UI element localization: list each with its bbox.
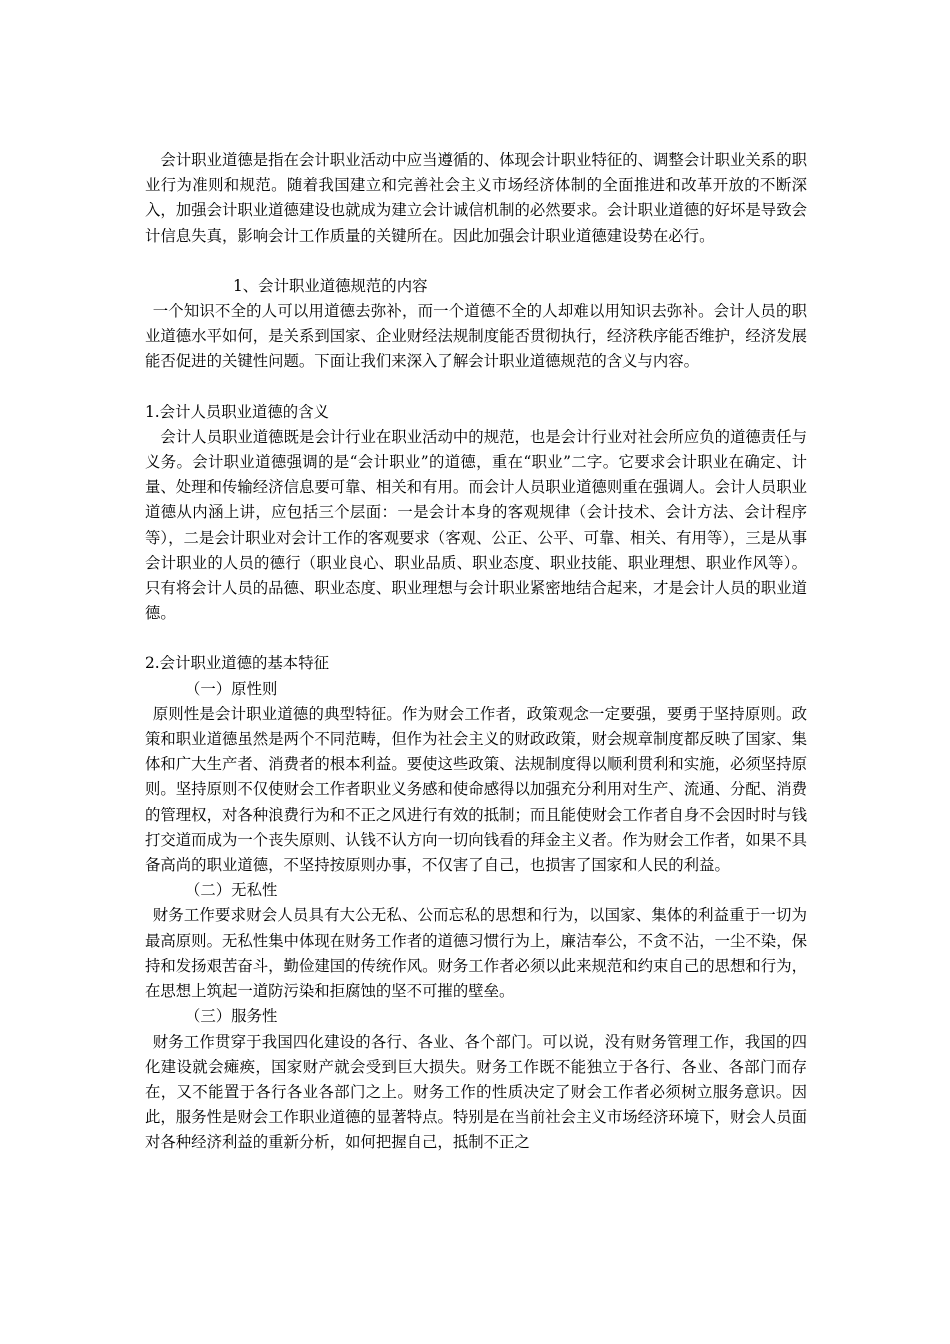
spacer <box>145 375 807 400</box>
section2-heading: 1.会计人员职业道德的含义 <box>145 402 329 421</box>
subsection2-paragraph: 财务工作要求财会人员具有大公无私、公而忘私的思想和行为，以国家、集体的利益重于一切为最高原则。无私性集中体现在财务工作者的道德习惯行为上，廉洁奉公，不贪不沾，一尘不染，保持和发扬艰苦奋斗，勤俭建国的传统作风。财务工作者必须以此来规范和约束自己的思想和行为，在思想上筑起一道防污染和拒腐蚀的坚不可摧的壁垒。 <box>145 906 807 1001</box>
subsection3-paragraph: 财务工作贯穿于我国四化建设的各行、各业、各个部门。可以说，没有财务管理工作，我国的四化建设就会瘫痪，国家财产就会受到巨大损失。财务工作既不能独立于各行、各业、各部门而存在，又不能置于各行各业各部门之上。财务工作的性质决定了财会工作者必须树立服务意识。因此，服务性是财会工作职业道德的显著特点。特别是在当前社会主义市场经济环境下，财会人员面对各种经济利益的重新分析，如何把握自己，抵制不正之 <box>145 1032 807 1152</box>
subsection1-heading: （一）原性则 <box>185 679 278 698</box>
section2-paragraph: 会计人员职业道德既是会计行业在职业活动中的规范，也是会计行业对社会所应负的道德责任与义务。会计职业道德强调的是“会计职业”的道德，重在“职业”二字。它要求会计职业在确定、计量、处理和传输经济信息要可靠、相关和有用。而会计人员职业道德则重在强调人。会计人员职业道德从内涵上讲，应包括三个层面：一是会计本身的客观规律（会计技术、会计方法、会计程序等），二是会计职业对会计工作的客观要求（客观、公正、公平、可靠、相关、有用等），三是从事会计职业的人员的德行（职业良心、职业品质、职业态度、职业技能、职业理想、职业作风等）。只有将会计人员的品德、职业态度、职业理想与会计职业紧密地结合起来，才是会计人员的职业道德。 <box>145 427 807 623</box>
subsection3-heading: （三）服务性 <box>185 1007 278 1026</box>
subsection1-paragraph: 原则性是会计职业道德的典型特征。作为财会工作者，政策观念一定要强，要勇于坚持原则。政策和职业道德虽然是两个不同范畴，但作为社会主义的财政政策，财会规章制度都反映了国家、集体和广大生产者、消费者的根本利益。要使这些政策、法规制度得以顺利贯利和实施，必须坚持原则。坚持原则不仅使财会工作者职业义务感和使命感得以加强充分利用对生产、流通、分配、消费的管理权，对各种浪费行为和不正之风进行有效的抵制；而且能使财会工作者自身不会因时时与钱打交道而成为一个丧失原则、认钱不认方向一切向钱看的拜金主义者。作为财会工作者，如果不具备高尚的职业道德，不坚持按原则办事，不仅害了自己，也损害了国家和人民的利益。 <box>145 704 807 875</box>
section1-paragraph: 一个知识不全的人可以用道德去弥补，而一个道德不全的人却难以用知识去弥补。会计人员的职业道德水平如何，是关系到国家、企业财经法规制度能否贯彻执行，经济秩序能否维护，经济发展能否促进的关键性问题。下面让我们来深入了解会计职业道德规范的含义与内容。 <box>145 302 807 371</box>
document-body <box>145 148 807 1156</box>
spacer <box>145 249 807 274</box>
intro-paragraph: 会计职业道德是指在会计职业活动中应当遵循的、体现会计职业特征的、调整会计职业关系的职业行为准则和规范。随着我国建立和完善社会主义市场经济体制的全面推进和改革开放的不断深入，加强会计职业道德建设也就成为建立会计诚信机制的必然要求。会计职业道德的好坏是导致会计信息失真，影响会计工作质量的关键所在。因此加强会计职业道德建设势在必行。 <box>145 151 807 245</box>
section3-heading: 2.会计职业道德的基本特征 <box>145 654 329 673</box>
spacer <box>145 626 807 651</box>
subsection2-heading: （二）无私性 <box>185 881 278 900</box>
section1-heading: 1、会计职业道德规范的内容 <box>233 276 428 295</box>
